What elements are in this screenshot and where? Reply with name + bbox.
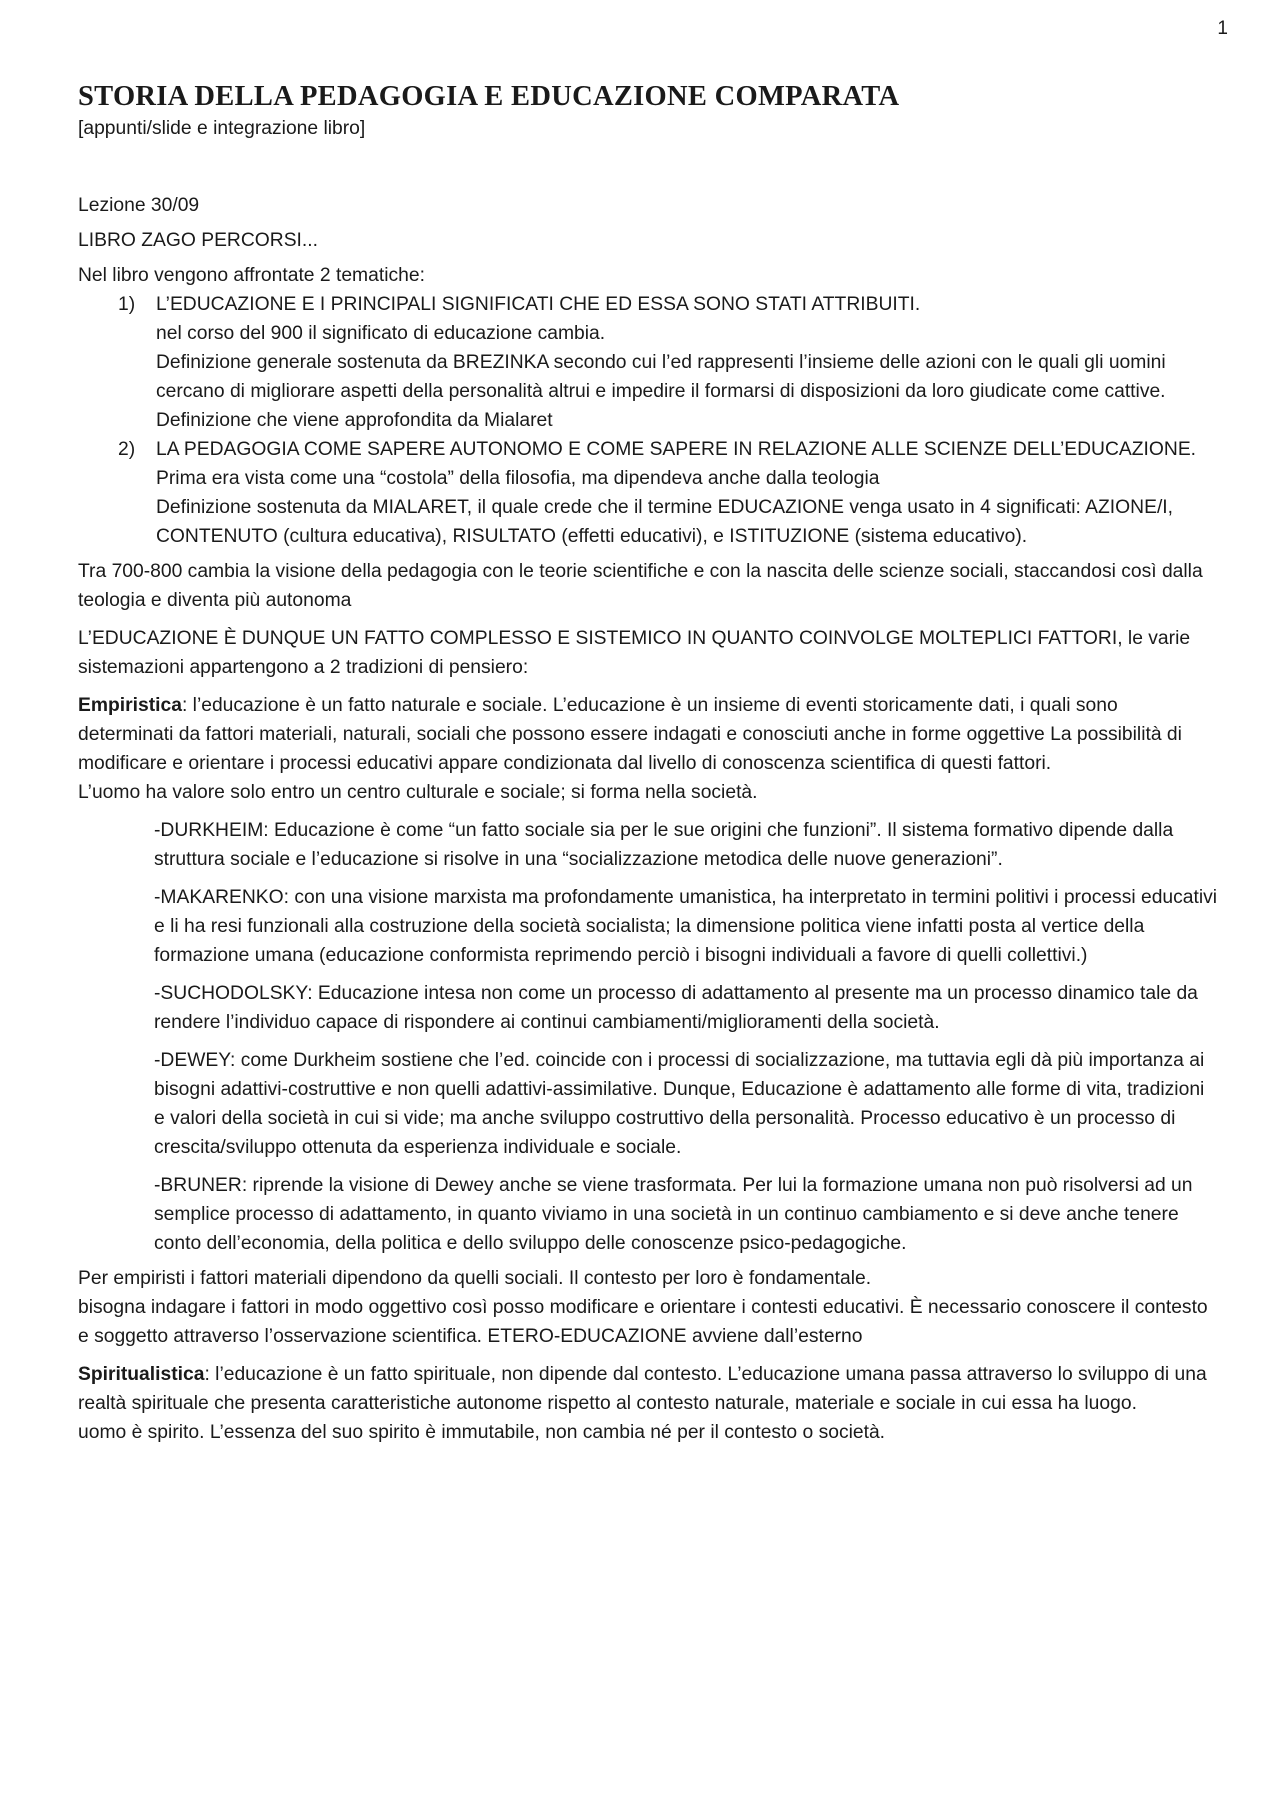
list-item bbox=[78, 435, 1218, 551]
author-suchodolsky: -SUCHODOLSKY: Educazione intesa non come un processo di adattamento al presente ma un processo dinamico tale da rendere l’individuo capace di rispondere ai continui cambiamenti/miglioramenti della società. bbox=[154, 983, 1198, 1033]
empiristi-line: Per empiristi i fattori materiali dipendono da quelli sociali. Il contesto per loro è fondamentale. bbox=[78, 1268, 872, 1289]
author-makarenko: -MAKARENKO: con una visione marxista ma profondamente umanistica, ha interpretato in termini politivi i processi educativi e li ha resi funzionali alla costruzione della società socialista; la dimensione politica viene infatti posta al vertice della formazione umana (educazione conformista reprimendo perciò i bisogni individuali a favore di quelli collettivi.) bbox=[154, 887, 1218, 966]
spiritualistica-paragraph bbox=[78, 1360, 1218, 1418]
intro-line: Nel libro vengono affrontate 2 tematiche: bbox=[78, 265, 425, 286]
lesson-date: Lezione 30/09 bbox=[78, 195, 200, 216]
topic-line: Definizione sostenuta da MIALARET, il quale crede che il termine EDUCAZIONE venga usato in 4 significati: AZIONE/I, CONTENUTO (cultura educativa), RISULTATO (effetti educativi), e ISTITUZIONE (sistema educativo). bbox=[156, 497, 1174, 547]
spiritualistica-label: Spiritualistica bbox=[78, 1364, 205, 1385]
topic-heading: L’EDUCAZIONE E I PRINCIPALI SIGNIFICATI CHE ED ESSA SONO STATI ATTRIBUITI. bbox=[156, 294, 921, 315]
document-title: STORIA DELLA PEDAGOGIA E EDUCAZIONE COMPARATA bbox=[78, 81, 900, 112]
topic-line: Prima era vista come una “costola” della filosofia, ma dipendeva anche dalla teologia bbox=[156, 468, 880, 489]
list-number: 1) bbox=[118, 294, 136, 315]
document-subtitle: [appunti/slide e integrazione libro] bbox=[78, 118, 366, 139]
topic-line: nel corso del 900 il significato di educazione cambia. bbox=[156, 323, 606, 344]
author-bruner: -BRUNER: riprende la visione di Dewey anche se viene trasformata. Per lui la formazione umana non può risolversi ad un semplice processo di adattamento, in quanto viviamo in una società in un continuo cambiamento e si deve anche tenere conto dell’economia, della politica e dello sviluppo delle conoscenze psico-pedagogiche. bbox=[154, 1175, 1193, 1254]
empiristica-paragraph bbox=[78, 691, 1218, 778]
spiritualistica-line: uomo è spirito. L’essenza del suo spirito è immutabile, non cambia né per il contesto o società. bbox=[78, 1422, 886, 1443]
empiristica-line: L’uomo ha valore solo entro un centro culturale e sociale; si forma nella società. bbox=[78, 782, 758, 803]
author-dewey: -DEWEY: come Durkheim sostiene che l’ed. coincide con i processi di socializzazione, ma tuttavia egli dà più importanza ai bisogni adattivi-costruttive e non quelli adattivi-assimilative. Dunque, Educazione è adattamento alle forme di vita, tradizioni e valori della società in cui si vide; ma anche sviluppo costruttivo della personalità. Processo educativo è un processo di crescita/sviluppo ottenuta da esperienza individuale e sociale. bbox=[154, 1050, 1205, 1158]
document-body bbox=[78, 80, 1218, 1447]
empiristica-label: Empiristica bbox=[78, 695, 182, 716]
topic-line: Definizione generale sostenuta da BREZINKA secondo cui l’ed rappresenti l’insieme delle azioni con le quali gli uomini cercano di migliorare aspetti della personalità altrui e impedire il formarsi di disposizioni da loro giudicate come cattive. bbox=[156, 352, 1166, 402]
list-number: 2) bbox=[118, 439, 136, 460]
empiristica-text: : l’educazione è un fatto naturale e sociale. L’educazione è un insieme di eventi storicamente dati, i quali sono determinati da fattori materiali, naturali, sociali che possono essere indagati e conosciuti anche in forme oggettive La possibilità di modificare e orientare i processi educativi appare condizionata dal livello di conoscenza scientifica di questi fattori. bbox=[78, 695, 1182, 774]
topic-heading: LA PEDAGOGIA COME SAPERE AUTONOMO E COME SAPERE IN RELAZIONE ALLE SCIENZE DELL’EDUCAZIONE. bbox=[156, 439, 1197, 460]
paragraph-complex: L’EDUCAZIONE È DUNQUE UN FATTO COMPLESSO E SISTEMICO IN QUANTO COINVOLGE MOLTEPLICI FATTORI, le varie sistemazioni appartengono a 2 tradizioni di pensiero: bbox=[78, 628, 1191, 678]
topic-line: Definizione che viene approfondita da Mialaret bbox=[156, 410, 553, 431]
spiritualistica-text: : l’educazione è un fatto spirituale, non dipende dal contesto. L’educazione umana passa attraverso lo sviluppo di una realtà spirituale che presenta caratteristiche autonome rispetto al contesto naturale, materiale e sociale in cui essa ha luogo. bbox=[78, 1364, 1207, 1414]
book-reference: LIBRO ZAGO PERCORSI... bbox=[78, 230, 318, 251]
author-durkheim: -DURKHEIM: Educazione è come “un fatto sociale sia per le sue origini che funzioni”. Il sistema formativo dipende dalla struttura sociale e l’educazione si risolve in una “socializzazione metodica delle nuove generazioni”. bbox=[154, 820, 1174, 870]
paragraph-700-800: Tra 700-800 cambia la visione della pedagogia con le teorie scientifiche e con la nascita delle scienze sociali, staccandosi così dalla teologia e diventa più autonoma bbox=[78, 561, 1203, 611]
empiristi-line: bisogna indagare i fattori in modo oggettivo così posso modificare e orientare i contesti educativi. È necessario conoscere il contesto e soggetto attraverso l’osservazione scientifica. ETERO-EDUCAZIONE avviene dall’esterno bbox=[78, 1297, 1208, 1347]
page-number: 1 bbox=[1217, 18, 1228, 39]
list-item bbox=[78, 290, 1218, 435]
topics-list bbox=[78, 290, 1218, 551]
